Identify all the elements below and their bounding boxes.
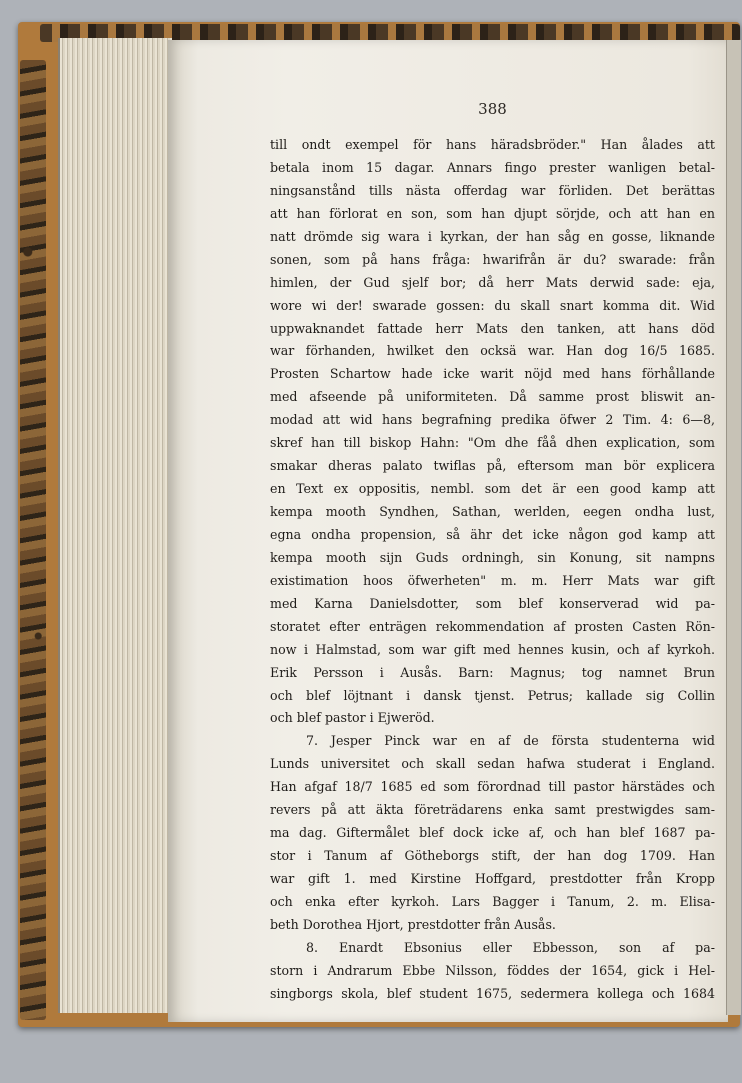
- page-edge-right: [726, 40, 741, 1015]
- text-line: och enka efter kyrkoh. Lars Bagger i Tanum, 2. m. Elisa-: [270, 893, 715, 909]
- text-lines: [270, 134, 715, 1006]
- text-line: ningsanstånd tills nästa offerdag war förliden. Det berättas: [270, 182, 715, 198]
- text-line: kempa mooth Syndhen, Sathan, werlden, eegen ondha lust,: [270, 504, 715, 519]
- text-line: att han förlorat en son, som han djupt sörjde, och att han en: [270, 205, 715, 221]
- text-line: smakar dheras palato twiflas på, eftersom man bör explicera: [270, 458, 715, 474]
- text-line: revers på att äkta företrädarens enka samt prestwigdes sam-: [270, 802, 715, 818]
- text-line: skref han till biskop Hahn: "Om dhe fåå dhen explication, som: [270, 435, 715, 451]
- text-line: war gift 1. med Kirstine Hoffgard, prestdotter från Kropp: [270, 871, 715, 886]
- text-line: singborgs skola, blef student 1675, sedermera kollega och 1684: [270, 985, 715, 1001]
- text-line: Han afgaf 18/7 1685 ed som förordnad till pastor härstädes och: [270, 779, 715, 795]
- text-line: Prosten Schartow hade icke warit nöjd med hans förhållande: [270, 366, 715, 382]
- text-line: now i Halmstad, som war gift med hennes kusin, och af kyrkoh.: [270, 641, 715, 657]
- text-line: storn i Andrarum Ebbe Nilsson, föddes der 1654, gick i Hel-: [270, 962, 715, 978]
- text-line: wore wi der! swarade gossen: du skall snart komma dit. Wid: [270, 297, 715, 313]
- text-line: uppwaknandet fattade herr Mats den tanken, att hans död: [270, 320, 715, 336]
- text-line: ma dag. Giftermålet blef dock icke af, och han blef 1687 pa-: [270, 825, 715, 841]
- text-line: till ondt exempel för hans häradsbröder." Han ålades att: [270, 137, 715, 152]
- text-line: Lunds universitet och skall sedan hafwa studerat i England.: [270, 756, 715, 772]
- text-line: modad att wid hans begrafning predika öfwer 2 Tim. 4: 6—8,: [270, 412, 715, 428]
- page-stack-left: [58, 38, 172, 1013]
- text-line: och blef löjtnant i dansk tjenst. Petrus; kallade sig Collin: [270, 687, 715, 703]
- text-line: en Text ex oppositis, nembl. som det är een good kamp att: [270, 481, 715, 497]
- text-line: kempa mooth sijn Guds ordningh, sin Konung, sit nampns: [270, 549, 715, 565]
- text-line: beth Dorothea Hjort, prestdotter från Ausås.: [270, 916, 556, 932]
- text-line: Erik Persson i Ausås. Barn: Magnus; tog namnet Brun: [270, 664, 715, 680]
- text-line: med Karna Danielsdotter, som blef konserverad wid pa-: [270, 595, 715, 611]
- text-line: betala inom 15 dagar. Annars fingo prester wanligen betal-: [270, 159, 715, 175]
- text-line: war förhanden, hwilket den ocksä war. Han dog 16/5 1685.: [270, 343, 715, 359]
- text-line: storatet efter enträgen rekommendation af prosten Casten Rön-: [270, 618, 715, 634]
- text-line: 7. Jesper Pinck war en af de första studenterna wid: [306, 733, 715, 749]
- text-line: och blef pastor i Ejweröd.: [270, 710, 435, 726]
- text-line: stor i Tanum af Götheborgs stift, der han dog 1709. Han: [270, 848, 715, 864]
- text-line: sonen, som på hans fråga: hwarifrån är du? swarade: från: [270, 251, 715, 267]
- marbled-spine: [20, 60, 46, 1020]
- page-number: 388: [478, 100, 507, 118]
- text-line: 8. Enardt Ebsonius eller Ebbesson, son af pa-: [306, 939, 715, 955]
- text-line: med afseende på uniformiteten. Då samme prost bliswit an-: [270, 389, 715, 405]
- text-line: existimation hoos öfwerheten" m. m. Herr Mats war gift: [270, 572, 715, 588]
- text-line: natt drömde sig wara i kyrkan, der han såg en gosse, liknande: [270, 228, 715, 244]
- text-line: egna ondha propension, så ähr det icke någon god kamp att: [270, 526, 715, 542]
- text-line: himlen, der Gud sjelf bor; då herr Mats derwid sade: eja,: [270, 274, 715, 290]
